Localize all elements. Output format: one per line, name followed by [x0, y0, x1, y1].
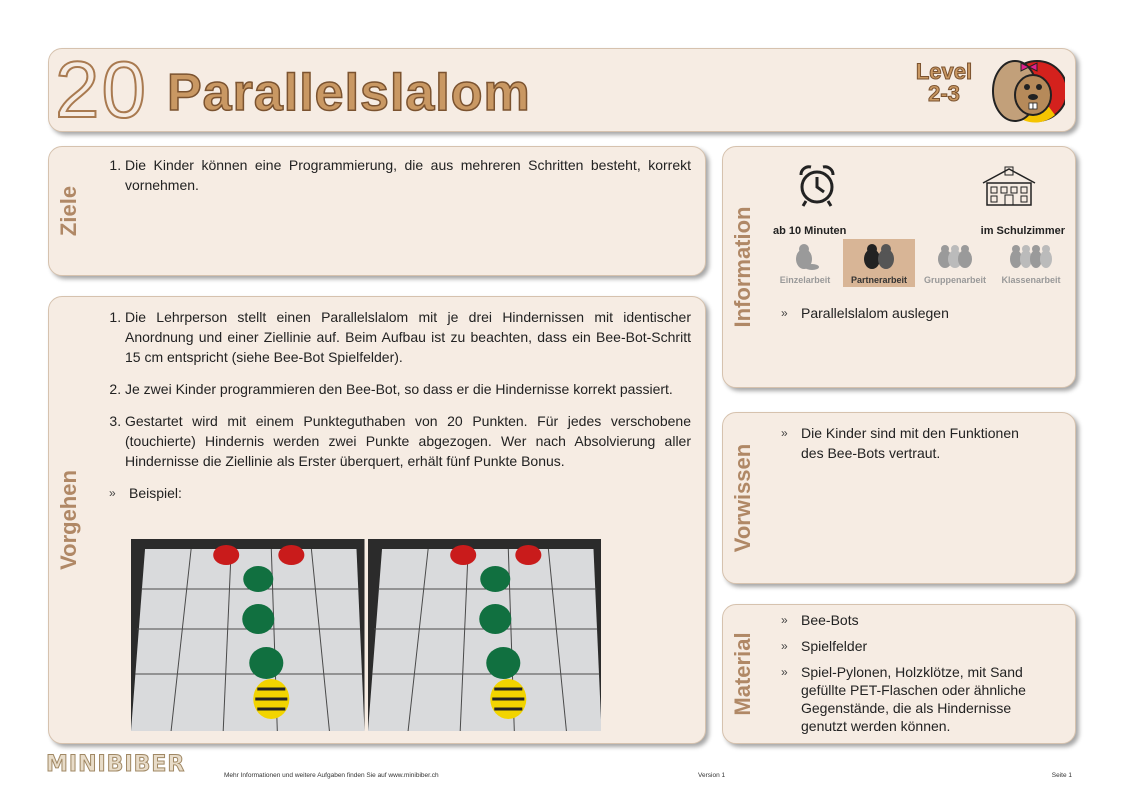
information-card [722, 146, 1076, 388]
ziele-heading: Ziele [56, 185, 81, 237]
footer-info: Mehr Informationen und weitere Aufgaben finden Sie auf www.minibiber.ch [224, 772, 439, 779]
footer [46, 752, 1076, 782]
vorgehen-heading: Vorgehen [56, 470, 81, 570]
vorwissen-content [779, 423, 1039, 471]
vorwissen-heading-container [723, 413, 763, 583]
material-item: » Spielfelder [779, 637, 1055, 655]
vorgehen-card [48, 296, 706, 744]
schoolhouse-icon [979, 165, 1039, 207]
single-beaver-icon [790, 241, 820, 271]
vorgehen-content [107, 307, 691, 511]
ziele-item: 1. Die Kinder können eine Programmierung, die aus mehreren Schritten besteht, korrekt vornehmen. [125, 155, 691, 195]
ziele-card [48, 146, 706, 276]
vorgehen-item-1: 1. Die Lehrperson stellt einen Parallelslalom mit je drei Hindernissen mit identischer Anordnung und einer Ziellinie auf. Beim Aufbau ist zu beachten, dass ein Bee-Bot-Schritt 15 cm entspricht (siehe Bee-Bot Spielfelder). [125, 307, 691, 367]
information-heading-container [723, 147, 763, 387]
form-gruppenarbeit [919, 239, 991, 287]
example-photo-right [368, 539, 602, 731]
vorgehen-heading-container [49, 297, 89, 743]
beaver-mascot-icon [985, 53, 1065, 127]
form-klassenarbeit [995, 239, 1067, 287]
form-label: Klassenarbeit [1001, 275, 1061, 285]
material-heading: Material [730, 632, 755, 716]
footer-version: Version 1 [698, 772, 726, 779]
form-partnerarbeit [843, 239, 915, 287]
footer-page: Seite 1 [1051, 772, 1072, 779]
level-label: Level [915, 59, 973, 84]
info-icons-row [773, 163, 1065, 237]
form-label: Partnerarbeit [850, 275, 908, 285]
form-label: Gruppenarbeit [923, 275, 986, 285]
vorgehen-item-3: 3. Gestartet wird mit einem Punkteguthaben von 20 Punkten. Für jedes verschobene (touchierte) Hindernis werden zwei Punkte abgezogen. Wer nach Absolvierung aller Hindernisse die Ziellinie als Erster überquert, erhält fünf Punkte Bonus. [125, 411, 691, 471]
social-forms [769, 239, 1069, 287]
class-beaver-icon [1006, 241, 1056, 271]
information-heading: Information [730, 206, 755, 328]
material-item: » Bee-Bots [779, 611, 1055, 629]
material-content [779, 611, 1055, 743]
example-photos [131, 539, 601, 731]
header-card [48, 45, 1076, 134]
minibiber-logo: MINIBIBER [46, 752, 186, 777]
pair-beaver-icon [859, 241, 899, 271]
information-note: » Parallelslalom auslegen [779, 303, 1061, 323]
task-number: 20 [55, 45, 148, 134]
alarm-clock-icon [797, 163, 837, 207]
ziele-content [107, 155, 691, 207]
form-einzelarbeit [769, 239, 841, 287]
vorwissen-card [722, 412, 1076, 584]
material-heading-container [723, 605, 763, 743]
vorgehen-item-2: 2. Je zwei Kinder programmieren den Bee-Bot, so dass er die Hindernisse korrekt passiert. [125, 379, 691, 399]
level-badge [909, 61, 979, 105]
level-value: 2-3 [928, 81, 960, 106]
example-photo-left [131, 539, 365, 731]
time-label: ab 10 Minuten [773, 225, 847, 237]
vorwissen-heading: Vorwissen [730, 443, 755, 553]
page-title: Parallelslalom [167, 64, 531, 122]
information-notes [779, 303, 1061, 331]
material-item: » Spiel-Pylonen, Holzklötze, mit Sand gefüllte PET-Flaschen oder ähnliche Gegenstände, die als Hindernisse genutzt werden können. [779, 663, 1055, 735]
form-label: Einzelarbeit [779, 275, 831, 285]
vorwissen-item: » Die Kinder sind mit den Funktionen des Bee-Bots vertraut. [779, 423, 1039, 463]
group-beaver-icon [933, 241, 977, 271]
ziele-heading-container [49, 147, 89, 275]
place-label: im Schulzimmer [980, 225, 1065, 237]
material-card [722, 604, 1076, 744]
example-label: » Beispiel: [107, 483, 691, 503]
